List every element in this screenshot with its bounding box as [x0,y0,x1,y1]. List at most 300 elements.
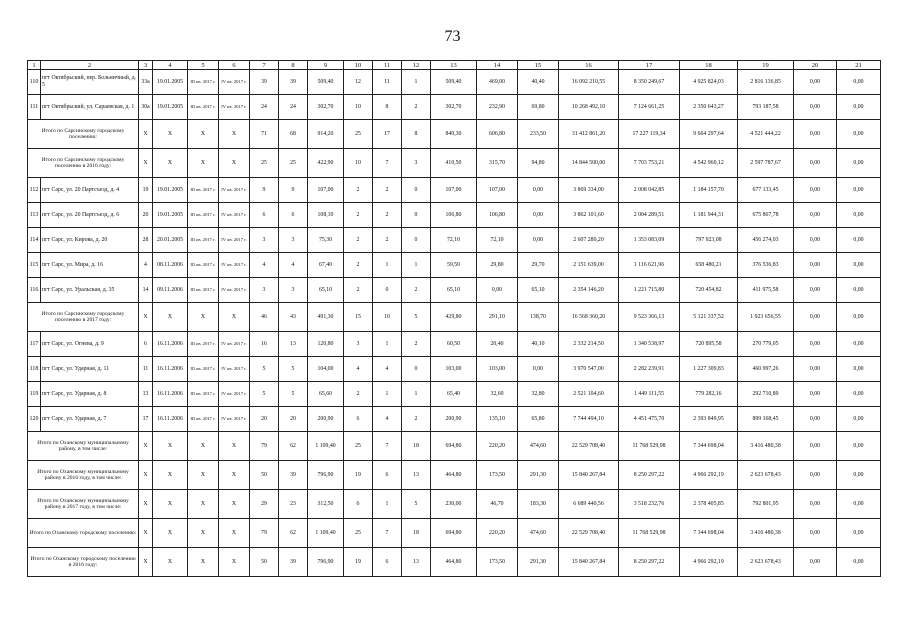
value-cell: X [139,120,153,149]
value-cell: 2 332 214,50 [559,332,619,357]
value-cell: 2 521 104,60 [559,382,619,407]
value-cell: 2 [402,407,431,432]
table-total-row [28,303,881,332]
value-cell: 0,00 [837,432,881,461]
value-cell: 2 [344,382,373,407]
value-cell: 14 844 500,00 [559,149,619,178]
value-cell: X [139,548,153,577]
table-row [28,332,881,357]
table-row [28,407,881,432]
quarter-cell: IV кв. 2017 г. [219,332,250,357]
value-cell: 4 [279,253,308,278]
value-cell: 0,00 [837,519,881,548]
quarter-cell: IV кв. 2017 г. [219,407,250,432]
row-number: 120 [28,407,41,432]
value-cell: 0,00 [837,332,881,357]
value-cell: 0,00 [837,303,881,332]
value-cell: 302,70 [308,95,344,120]
value-cell: X [188,490,219,519]
value-cell: 292 710,89 [738,382,794,407]
value-cell: 491,30 [308,303,344,332]
value-cell: X [139,490,153,519]
value-cell: 779 282,16 [680,382,738,407]
value-cell: 25 [279,149,308,178]
value-cell: 0,00 [837,407,881,432]
value-cell: 5 [279,382,308,407]
value-cell: 0,00 [837,178,881,203]
value-cell: 5 [402,303,431,332]
total-label: Итого по Оханскому муниципальному району, в том числе: [28,432,139,461]
value-cell: 16 092 210,55 [559,70,619,95]
value-cell: 0,00 [837,228,881,253]
value-cell: 1 [373,382,402,407]
column-number-1: 1 [28,61,41,70]
value-cell: 3 416 480,38 [738,432,794,461]
value-cell: 2 378 405,85 [680,490,738,519]
column-number-9: 9 [308,61,344,70]
value-cell: 7 [373,519,402,548]
total-label: Итого по Оханскому муниципальному району в 2016 году, в том числе: [28,461,139,490]
column-number-2: 2 [41,61,139,70]
quarter-cell: III кв. 2017 г. [188,278,219,303]
value-cell: 12 [344,70,373,95]
total-label: Итого по Сарсинскому городскому поселению в 2017 году: [28,303,139,332]
value-cell: 0,00 [837,357,881,382]
value-cell: 104,00 [308,357,344,382]
quarter-cell: IV кв. 2017 г. [219,382,250,407]
value-cell: 8 [402,120,431,149]
value-cell: 1 449 111,55 [619,382,680,407]
row-number: 110 [28,70,41,95]
value-cell: 107,00 [477,178,518,203]
value-cell: X [219,490,250,519]
address-cell: пгт Сарс, ул. Ударная, д. 8 [41,382,139,407]
value-cell: 8 350 249,67 [619,70,680,95]
column-number-15: 15 [518,61,559,70]
value-cell: 2 [402,332,431,357]
value-cell: 2 [402,278,431,303]
value-cell: 0,00 [518,228,559,253]
value-cell: 2 623 678,43 [738,548,794,577]
value-cell: 8 250 297,22 [619,461,680,490]
column-number-4: 4 [153,61,188,70]
value-cell: 62 [279,432,308,461]
column-number-3: 3 [139,61,153,70]
value-cell: 6 689 440,56 [559,490,619,519]
quarter-cell: IV кв. 2017 г. [219,95,250,120]
value-cell: 914,20 [308,120,344,149]
table-row [28,95,881,120]
value-cell: X [188,461,219,490]
value-cell: 20,40 [477,332,518,357]
value-cell: 4 [373,357,402,382]
value-cell: 17 [373,120,402,149]
value-cell: 7 124 661,25 [619,95,680,120]
column-number-11: 11 [373,61,402,70]
address-cell: пгт Октябрьский, ул. Сараевская, д. 1 [41,95,139,120]
value-cell: 4 [344,357,373,382]
value-cell: 18 [402,519,431,548]
value-cell: 1 923 656,55 [738,303,794,332]
address-cell: пгт Сарс, ул. Огнева, д. 9 [41,332,139,357]
value-cell: 11 [139,357,153,382]
value-cell: 19 [344,461,373,490]
value-cell: 0,00 [518,203,559,228]
value-cell: 50 [250,461,279,490]
value-cell: 17 227 119,34 [619,120,680,149]
value-cell: 0,00 [794,548,837,577]
value-cell: 40,10 [518,332,559,357]
value-cell: 50 [250,548,279,577]
value-cell: 0,00 [837,70,881,95]
quarter-cell: IV кв. 2017 г. [219,228,250,253]
column-number-17: 17 [619,61,680,70]
row-number: 119 [28,382,41,407]
column-number-10: 10 [344,61,373,70]
value-cell: X [188,548,219,577]
value-cell: 0,00 [794,490,837,519]
value-cell: 4 966 292,19 [680,548,738,577]
value-cell: 7 [373,149,402,178]
value-cell: 25 [344,120,373,149]
value-cell: X [219,432,250,461]
value-cell: 25 [344,519,373,548]
value-cell: 25 [250,149,279,178]
value-cell: 720 895,58 [680,332,738,357]
value-cell: 1 353 083,09 [619,228,680,253]
quarter-cell: IV кв. 2017 г. [219,278,250,303]
value-cell: X [139,432,153,461]
value-cell: 0,00 [794,407,837,432]
value-cell: 19.01.2005 [153,203,188,228]
column-number-8: 8 [279,61,308,70]
value-cell: X [219,519,250,548]
value-cell: 2 [402,95,431,120]
table-row [28,228,881,253]
value-cell: 79 [250,432,279,461]
value-cell: 13 [402,548,431,577]
column-number-14: 14 [477,61,518,70]
value-cell: 0 [402,228,431,253]
value-cell: 10 [344,149,373,178]
value-cell: X [153,461,188,490]
value-cell: 17 [139,407,153,432]
value-cell: X [219,303,250,332]
value-cell: 32,80 [518,382,559,407]
address-cell: пгт Сарс, ул. Мира, д. 16 [41,253,139,278]
table-total-row [28,120,881,149]
value-cell: X [153,519,188,548]
value-cell: 29,70 [518,253,559,278]
value-cell: 677 133,45 [738,178,794,203]
value-cell: 291,30 [518,461,559,490]
value-cell: 3 416 480,38 [738,519,794,548]
value-cell: 2 004 289,51 [619,203,680,228]
value-cell: 2 [344,228,373,253]
value-cell: 65,10 [431,278,477,303]
value-cell: 59,50 [431,253,477,278]
value-cell: X [153,490,188,519]
value-cell: 46 [250,303,279,332]
value-cell: 6 [373,548,402,577]
value-cell: 31 412 861,20 [559,120,619,149]
value-cell: 220,20 [477,519,518,548]
value-cell: 469,00 [477,70,518,95]
value-cell: 0,00 [837,95,881,120]
value-cell: 0 [402,357,431,382]
value-cell: 200,90 [308,407,344,432]
value-cell: 2 597 787,67 [738,149,794,178]
value-cell: 6 [344,407,373,432]
value-cell: 1 109,40 [308,519,344,548]
value-cell: 1 [402,70,431,95]
value-cell: 792 801,95 [738,490,794,519]
total-label: Итого по Оханскому городскому поселению в 2016 году: [28,548,139,577]
column-number-20: 20 [794,61,837,70]
value-cell: 2 354 146,20 [559,278,619,303]
value-cell: 1 221 715,80 [619,278,680,303]
value-cell: 39 [279,70,308,95]
value-cell: 291,30 [518,548,559,577]
value-cell: X [153,120,188,149]
column-number-18: 18 [680,61,738,70]
value-cell: 0,00 [794,253,837,278]
value-cell: 138,70 [518,303,559,332]
value-cell: 797 923,08 [680,228,738,253]
row-number: 111 [28,95,41,120]
column-number-12: 12 [402,61,431,70]
value-cell: 2 [344,203,373,228]
value-cell: 173,50 [477,461,518,490]
value-cell: 5 [402,490,431,519]
table-row [28,203,881,228]
value-cell: 200,90 [431,407,477,432]
value-cell: 3 [402,149,431,178]
value-cell: 20.01.2005 [153,228,188,253]
total-label: Итого по Оханскому городскому поселению: [28,519,139,548]
value-cell: 0,00 [837,120,881,149]
value-cell: 1 [373,253,402,278]
value-cell: 2 393 849,95 [680,407,738,432]
value-cell: 65,80 [518,407,559,432]
value-cell: 33а [139,70,153,95]
value-cell: 464,80 [431,461,477,490]
value-cell: 10 [344,95,373,120]
value-cell: 11 768 529,98 [619,519,680,548]
value-cell: 0,00 [794,70,837,95]
total-label: Итого по Сарсинскому городскому поселению в 2016 году: [28,149,139,178]
column-number-5: 5 [188,61,219,70]
value-cell: 0,00 [518,178,559,203]
value-cell: 509,40 [431,70,477,95]
value-cell: 24 [279,95,308,120]
address-cell: пгт Сарс, ул. 20 Партсъезд, д. 6 [41,203,139,228]
value-cell: 6 [139,332,153,357]
value-cell: 5 [250,357,279,382]
value-cell: 68 [279,120,308,149]
value-cell: 71 [250,120,279,149]
value-cell: 3 862 101,60 [559,203,619,228]
table-row [28,178,881,203]
value-cell: 315,70 [477,149,518,178]
value-cell: 106,80 [431,203,477,228]
value-cell: 2 [344,253,373,278]
column-number-13: 13 [431,61,477,70]
value-cell: 39 [279,461,308,490]
value-cell: 5 [279,357,308,382]
value-cell: 422,90 [308,149,344,178]
value-cell: 72,10 [431,228,477,253]
value-cell: 0,00 [794,461,837,490]
value-cell: 5 121 337,52 [680,303,738,332]
value-cell: 0,00 [794,203,837,228]
value-cell: 25 [344,432,373,461]
value-cell: 3 [344,332,373,357]
value-cell: 0 [402,178,431,203]
quarter-cell: III кв. 2017 г. [188,203,219,228]
value-cell: 6 [279,203,308,228]
value-cell: 1 227 309,83 [680,357,738,382]
value-cell: X [219,149,250,178]
value-cell: 19 [344,548,373,577]
quarter-cell: III кв. 2017 г. [188,253,219,278]
table-row [28,253,881,278]
quarter-cell: III кв. 2017 г. [188,382,219,407]
value-cell: 1 181 944,31 [680,203,738,228]
value-cell: 3 [279,278,308,303]
value-cell: 1 [373,332,402,357]
column-number-19: 19 [738,61,794,70]
row-number: 115 [28,253,41,278]
value-cell: X [219,120,250,149]
value-cell: 106,80 [477,203,518,228]
value-cell: 1 340 538,97 [619,332,680,357]
value-cell: 2 [373,203,402,228]
column-number-row [28,61,881,70]
value-cell: 3 970 547,00 [559,357,619,382]
table-row [28,357,881,382]
value-cell: 46,70 [477,490,518,519]
value-cell: 2 623 678,43 [738,461,794,490]
value-cell: 2 350 643,27 [680,95,738,120]
value-cell: 233,50 [518,120,559,149]
value-cell: 0,00 [837,149,881,178]
table-total-row [28,490,881,519]
value-cell: 2 [373,228,402,253]
value-cell: 0,00 [794,382,837,407]
quarter-cell: III кв. 2017 г. [188,178,219,203]
quarter-cell: IV кв. 2017 г. [219,253,250,278]
value-cell: 2 607 280,20 [559,228,619,253]
value-cell: 08.11.2006 [153,253,188,278]
value-cell: 0,00 [794,95,837,120]
value-cell: 3 [250,278,279,303]
value-cell: X [219,548,250,577]
value-cell: X [188,519,219,548]
value-cell: X [139,149,153,178]
value-cell: 899 168,45 [738,407,794,432]
value-cell: 40,40 [518,70,559,95]
address-cell: пгт Сарс, ул. Кирова, д. 20 [41,228,139,253]
value-cell: 72,10 [477,228,518,253]
value-cell: 270 779,05 [738,332,794,357]
value-cell: 15 [344,303,373,332]
value-cell: 4 521 444,22 [738,120,794,149]
value-cell: 30а [139,95,153,120]
value-cell: 796,90 [308,461,344,490]
value-cell: 2 151 639,00 [559,253,619,278]
value-cell: 0,00 [837,382,881,407]
housing-registry-table [27,60,881,577]
value-cell: 464,80 [431,548,477,577]
quarter-cell: IV кв. 2017 г. [219,70,250,95]
value-cell: 65,40 [431,382,477,407]
quarter-cell: IV кв. 2017 г. [219,357,250,382]
value-cell: 4 [139,253,153,278]
value-cell: 9 523 366,13 [619,303,680,332]
column-number-6: 6 [219,61,250,70]
value-cell: 60,50 [431,332,477,357]
table-total-row [28,149,881,178]
value-cell: 16.11.2006 [153,357,188,382]
value-cell: 183,30 [518,490,559,519]
value-cell: 0,00 [518,357,559,382]
value-cell: 606,80 [477,120,518,149]
address-cell: пгт Сарс, ул. 20 Партсъезд, д. 4 [41,178,139,203]
value-cell: 429,80 [431,303,477,332]
value-cell: 4 542 960,12 [680,149,738,178]
value-cell: 135,10 [477,407,518,432]
value-cell: X [188,120,219,149]
value-cell: 94,80 [518,149,559,178]
value-cell: 43 [279,303,308,332]
table-total-row [28,548,881,577]
value-cell: 694,80 [431,432,477,461]
row-number: 116 [28,278,41,303]
value-cell: 19 [139,178,153,203]
address-cell: пгт Сарс, ул. Ударная, д. 11 [41,357,139,382]
value-cell: 22 529 708,40 [559,519,619,548]
value-cell: 232,90 [477,95,518,120]
total-label: Итого по Оханскому муниципальному району в 2017 году, в том числе: [28,490,139,519]
value-cell: 3 [279,228,308,253]
column-number-21: 21 [837,61,881,70]
value-cell: 19.01.2005 [153,70,188,95]
value-cell: 1 [373,490,402,519]
value-cell: 120,80 [308,332,344,357]
value-cell: X [153,303,188,332]
column-number-16: 16 [559,61,619,70]
value-cell: 10 [373,303,402,332]
value-cell: X [188,303,219,332]
value-cell: 2 816 136,85 [738,70,794,95]
value-cell: 4 [250,253,279,278]
value-cell: 0,00 [837,253,881,278]
value-cell: 65,10 [518,278,559,303]
row-number: 117 [28,332,41,357]
value-cell: 173,50 [477,548,518,577]
value-cell: 0,00 [794,228,837,253]
value-cell: 8 [373,95,402,120]
value-cell: 0,00 [837,548,881,577]
value-cell: 29,80 [477,253,518,278]
value-cell: 67,40 [308,253,344,278]
value-cell: 65,10 [308,278,344,303]
value-cell: 1 [402,382,431,407]
value-cell: 456 274,03 [738,228,794,253]
value-cell: 220,20 [477,432,518,461]
quarter-cell: IV кв. 2017 г. [219,203,250,228]
